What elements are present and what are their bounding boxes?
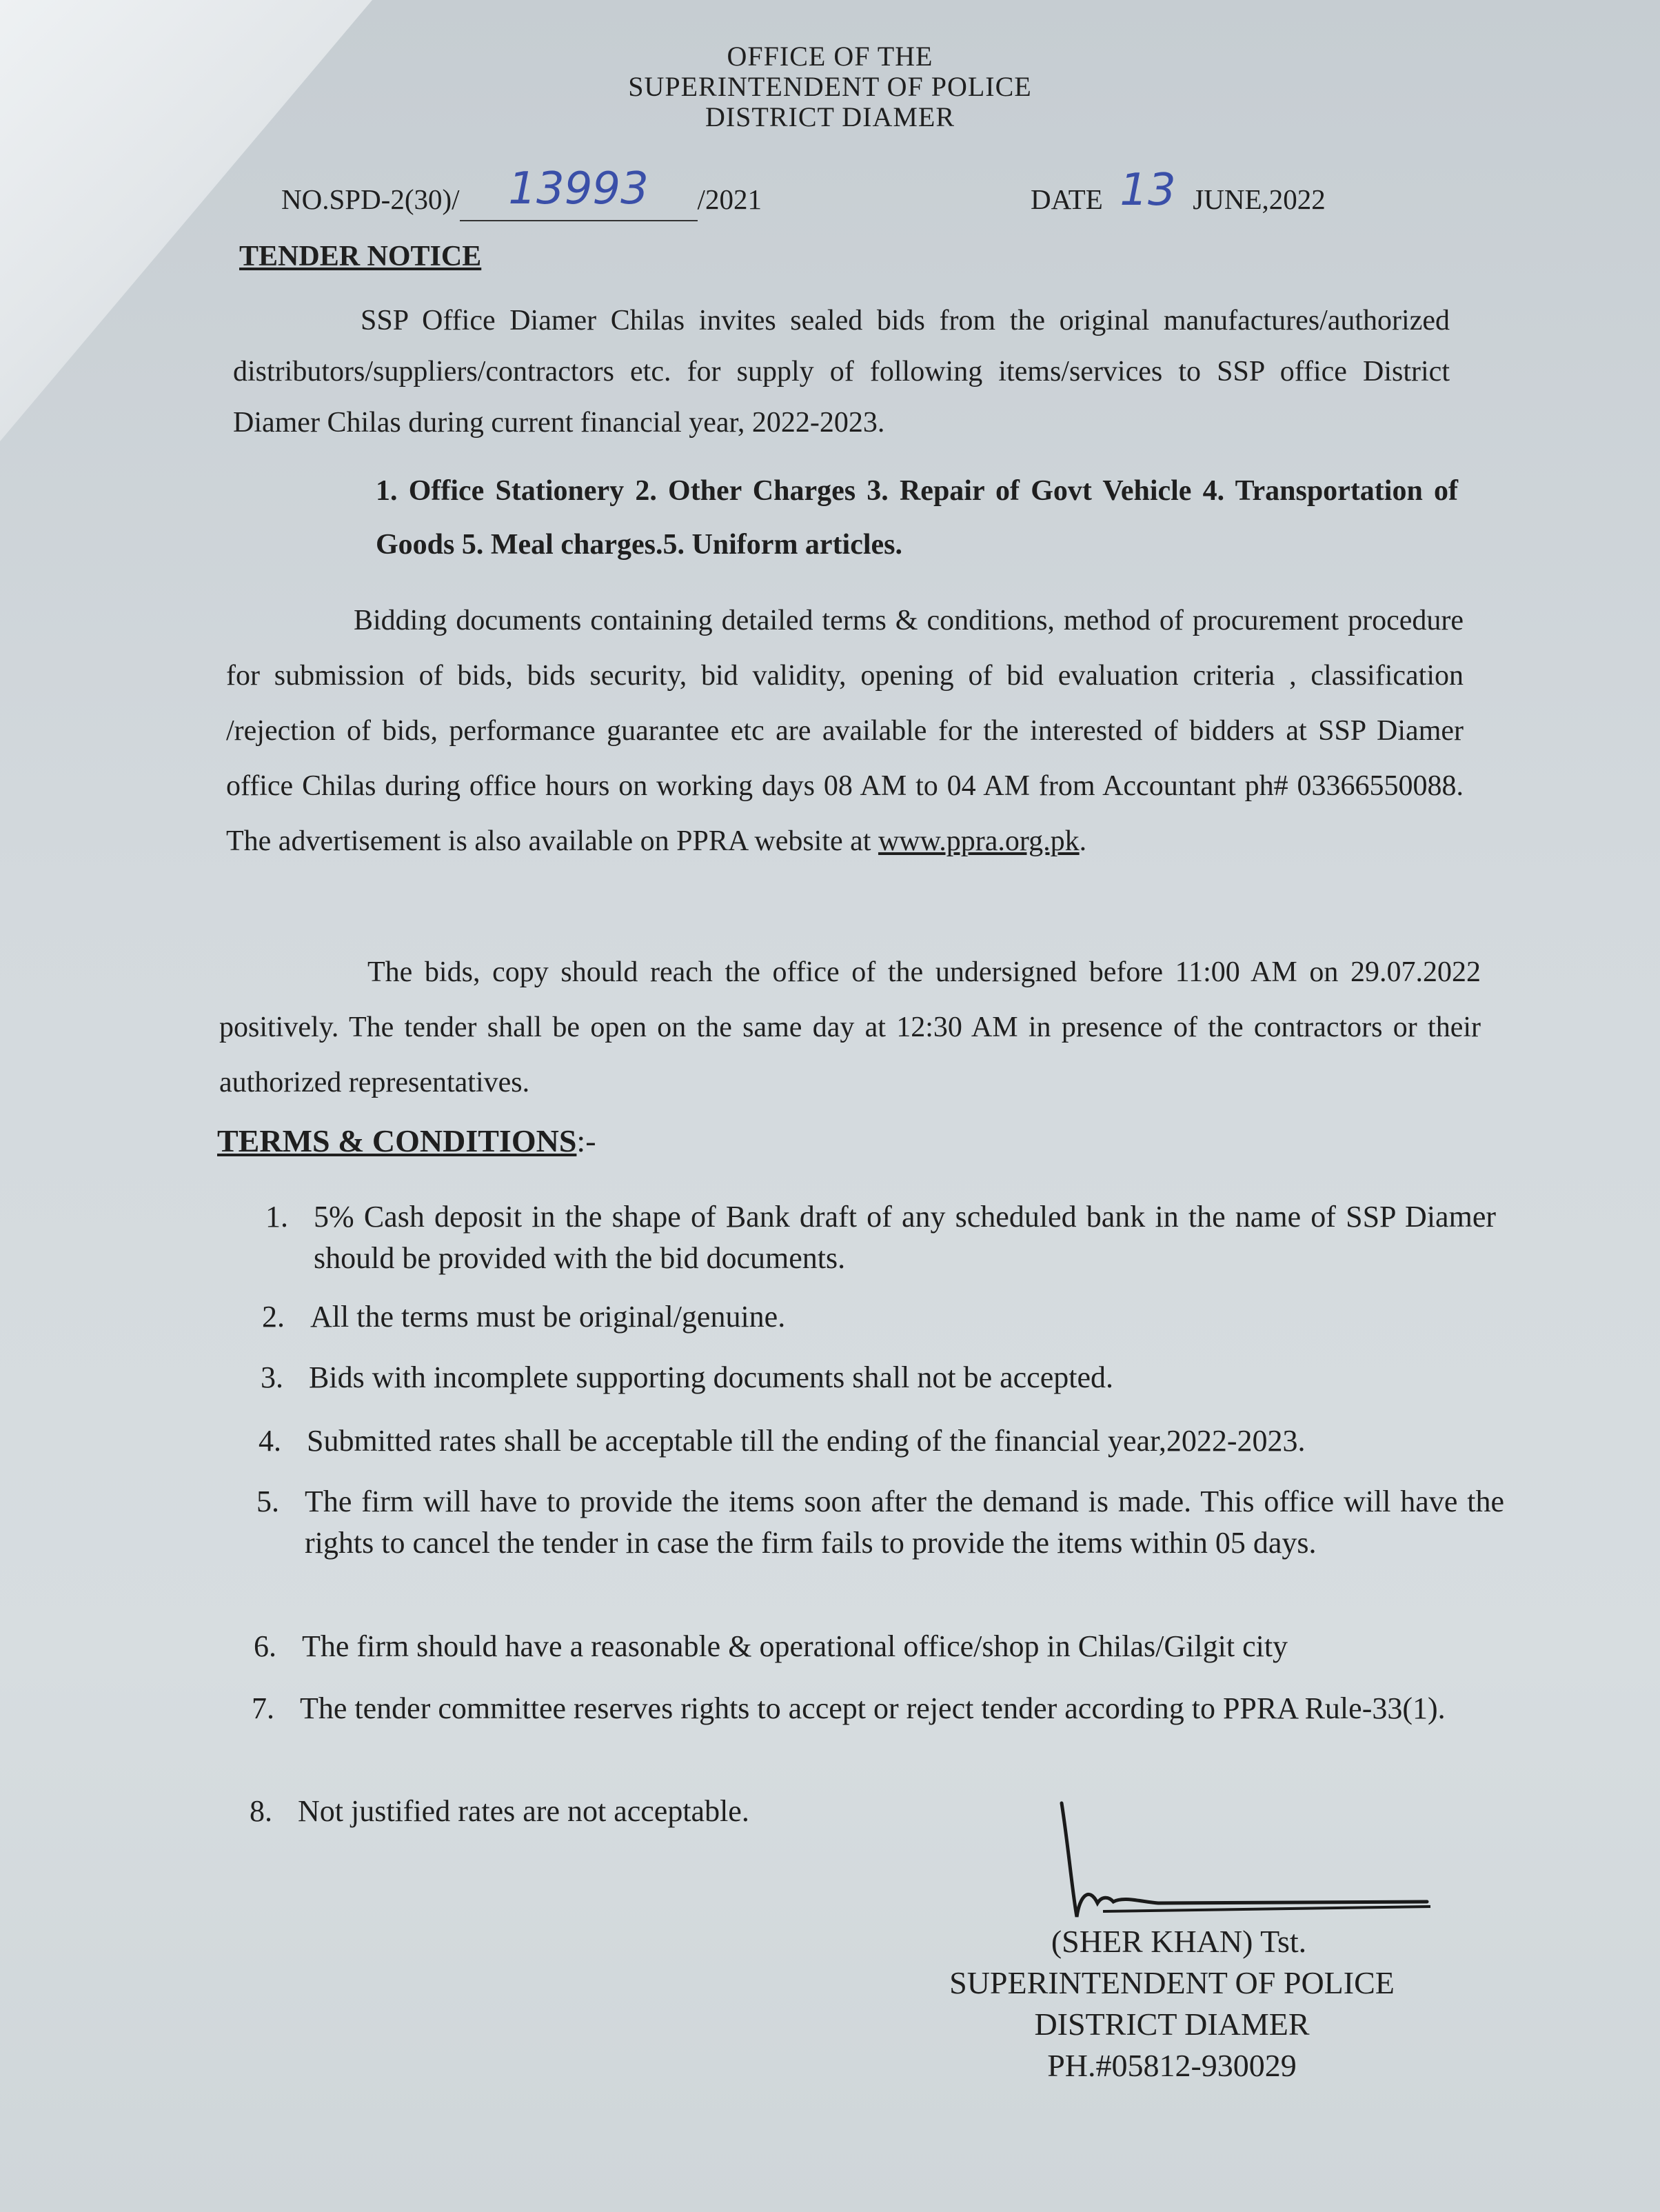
term-text: Submitted rates shall be acceptable till the ending of the financial year,2022-2023. — [307, 1424, 1306, 1458]
signatory-name: (SHER KHAN) Tst. — [1051, 1924, 1307, 1959]
term-item — [256, 1481, 1504, 1564]
term-text: All the terms must be original/genuine. — [310, 1300, 786, 1334]
items-list: 1. Office Stationery 2. Other Charges 3. Repair of Govt Vehicle 4. Transportation of Goods 5. Meal charges.5. Uniform articles. — [376, 475, 1458, 561]
reference-prefix: NO.SPD-2(30)/ — [281, 183, 460, 215]
tender-notice-heading: TENDER NOTICE — [239, 241, 482, 272]
office-header-line2: SUPERINTENDENT OF POLICE — [628, 71, 1032, 102]
term-text: The firm will have to provide the items soon after the demand is made. This office will have the rights to cancel the tender in case the firm fails to provide the items within 05 days. — [305, 1485, 1504, 1560]
term-item — [252, 1688, 1513, 1729]
bidding-paragraph — [226, 593, 1464, 869]
intro-text: SSP Office Diamer Chilas invites sealed bids from the original manufactures/authorized distributors/suppliers/contractors etc. for supply of following items/services to SSP office District Diamer Chilas during current financial year, 2022-2023. — [233, 305, 1450, 439]
term-number: 2. — [262, 1300, 285, 1334]
terms-heading — [217, 1123, 596, 1159]
term-text: 5% Cash deposit in the shape of Bank draft of any scheduled bank in the name of SSP Diamer should be provided with the bid documents. — [314, 1200, 1496, 1275]
terms-heading-text: TERMS & CONDITIONS — [217, 1123, 577, 1158]
term-text: Bids with incomplete supporting documents shall not be accepted. — [309, 1360, 1113, 1394]
term-number: 8. — [250, 1794, 272, 1828]
date-label: DATE — [1031, 183, 1103, 215]
term-text: The tender committee reserves rights to accept or reject tender according to PPRA Rule-33(1). — [300, 1691, 1446, 1725]
term-item — [262, 1296, 1496, 1338]
office-header-line1: OFFICE OF THE — [727, 41, 933, 72]
handwritten-day: 13 — [1120, 165, 1176, 216]
term-text: Not justified rates are not acceptable. — [298, 1794, 749, 1828]
term-number: 7. — [252, 1691, 274, 1725]
term-item — [254, 1626, 1508, 1667]
term-text: The firm should have a reasonable & operational office/shop in Chilas/Gilgit city — [302, 1629, 1288, 1663]
term-number: 6. — [254, 1629, 276, 1663]
date-rest: JUNE,2022 — [1193, 183, 1326, 215]
reference-number — [281, 163, 762, 221]
term-item — [259, 1420, 1499, 1462]
bids-paragraph — [219, 945, 1481, 1110]
handwritten-number: 13993 — [508, 163, 649, 214]
term-number: 5. — [256, 1485, 279, 1518]
term-number: 1. — [265, 1200, 288, 1234]
signature-title: SUPERINTENDENT OF POLICE — [949, 1965, 1395, 2000]
signature-district: DISTRICT DIAMER — [1034, 2007, 1310, 2042]
term-item — [265, 1196, 1496, 1279]
bids-text: The bids, copy should reach the office of the undersigned before 11:00 AM on 29.07.2022 positively. The tender shall be open on the same day at 12:30 AM in presence of the contractors or their authorized representatives. — [219, 956, 1481, 1098]
bidding-text: Bidding documents containing detailed terms & conditions, method of procurement procedure for submission of bids, bids security, bid validity, opening of bid evaluation criteria , classification /rejection of bids, performance guarantee etc are available for the interested of bidders at SSP Diamer office Chilas during office hours on working days 08 AM to 04 AM from Accountant ph# 03366550088. The advertisement is also available on PPRA website at — [226, 605, 1464, 857]
reference-suffix: /2021 — [697, 183, 762, 215]
term-number: 4. — [259, 1424, 281, 1458]
terms-heading-suffix: :- — [576, 1123, 596, 1158]
office-header-line3: DISTRICT DIAMER — [705, 101, 955, 132]
term-item — [261, 1357, 1498, 1398]
signature-name — [917, 1920, 1441, 1963]
date-line — [1031, 165, 1326, 220]
bidding-end: . — [1079, 825, 1087, 857]
ppra-website-link[interactable]: www.ppra.org.pk — [878, 825, 1080, 857]
signature-phone: PH.#05812-930029 — [1047, 2048, 1297, 2083]
intro-paragraph — [233, 295, 1450, 448]
term-number: 3. — [261, 1360, 283, 1394]
